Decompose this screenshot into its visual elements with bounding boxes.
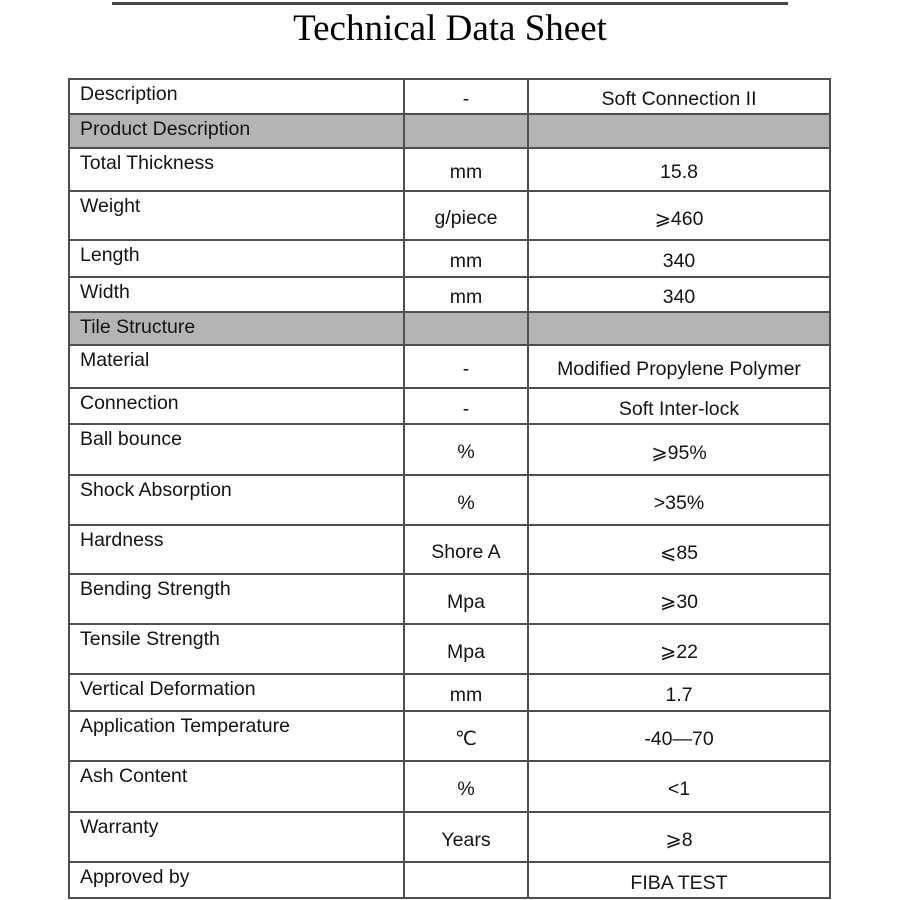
value-cell: Soft Inter-lock	[528, 388, 830, 424]
property-label-cell: Application Temperature	[69, 711, 404, 761]
property-label-cell: Bending Strength	[69, 574, 404, 624]
section-row	[69, 312, 830, 345]
unit-cell	[404, 312, 528, 345]
property-label-cell: Approved by	[69, 862, 404, 898]
table-row	[69, 79, 830, 114]
unit-cell: mm	[404, 148, 528, 191]
property-label-cell: Width	[69, 277, 404, 312]
property-label-cell: Ball bounce	[69, 424, 404, 475]
table-row	[69, 148, 830, 191]
value-cell	[528, 312, 830, 345]
property-label-cell: Vertical Deformation	[69, 674, 404, 711]
value-cell: 1.7	[528, 674, 830, 711]
unit-cell: -	[404, 79, 528, 114]
property-label-cell: Total Thickness	[69, 148, 404, 191]
unit-cell: g/piece	[404, 191, 528, 240]
value-cell: 15.8	[528, 148, 830, 191]
property-label-cell: Ash Content	[69, 761, 404, 812]
unit-cell: -	[404, 388, 528, 424]
value-cell: -40—70	[528, 711, 830, 761]
value-cell: ⩾30	[528, 574, 830, 624]
unit-cell: %	[404, 761, 528, 812]
property-label-cell: Shock Absorption	[69, 475, 404, 525]
table-row	[69, 345, 830, 388]
value-cell: ⩾460	[528, 191, 830, 240]
unit-cell: -	[404, 345, 528, 388]
spec-table	[68, 78, 831, 899]
table-row	[69, 812, 830, 862]
value-cell: ⩽85	[528, 525, 830, 574]
value-cell: ⩾22	[528, 624, 830, 674]
value-cell: ⩾95%	[528, 424, 830, 475]
unit-cell: %	[404, 475, 528, 525]
table-row	[69, 574, 830, 624]
property-label-cell: Material	[69, 345, 404, 388]
unit-cell: mm	[404, 674, 528, 711]
table-row	[69, 525, 830, 574]
value-cell	[528, 114, 830, 148]
table-row	[69, 424, 830, 475]
unit-cell: Years	[404, 812, 528, 862]
unit-cell: mm	[404, 240, 528, 277]
property-label-cell: Tile Structure	[69, 312, 404, 345]
property-label-cell: Description	[69, 79, 404, 114]
table-row	[69, 277, 830, 312]
title-top-rule	[112, 2, 788, 5]
table-row	[69, 711, 830, 761]
property-label-cell: Hardness	[69, 525, 404, 574]
property-label-cell: Warranty	[69, 812, 404, 862]
table-row	[69, 240, 830, 277]
property-label-cell: Weight	[69, 191, 404, 240]
value-cell: Modified Propylene Polymer	[528, 345, 830, 388]
unit-cell: Mpa	[404, 624, 528, 674]
table-row	[69, 674, 830, 711]
value-cell: 340	[528, 277, 830, 312]
unit-cell	[404, 114, 528, 148]
value-cell: FIBA TEST	[528, 862, 830, 898]
unit-cell: mm	[404, 277, 528, 312]
page-title: Technical Data Sheet	[293, 8, 607, 49]
table-row	[69, 475, 830, 525]
value-cell: ⩾8	[528, 812, 830, 862]
value-cell: Soft Connection II	[528, 79, 830, 114]
property-label-cell: Length	[69, 240, 404, 277]
section-row	[69, 114, 830, 148]
property-label-cell: Tensile Strength	[69, 624, 404, 674]
property-label-cell: Connection	[69, 388, 404, 424]
unit-cell: Mpa	[404, 574, 528, 624]
table-row	[69, 862, 830, 898]
value-cell: 340	[528, 240, 830, 277]
table-row	[69, 761, 830, 812]
table-row	[69, 191, 830, 240]
value-cell: <1	[528, 761, 830, 812]
unit-cell	[404, 862, 528, 898]
unit-cell: %	[404, 424, 528, 475]
property-label-cell: Product Description	[69, 114, 404, 148]
table-row	[69, 624, 830, 674]
unit-cell: Shore A	[404, 525, 528, 574]
table-row	[69, 388, 830, 424]
value-cell: >35%	[528, 475, 830, 525]
unit-cell: ℃	[404, 711, 528, 761]
spec-table-body	[69, 79, 830, 898]
